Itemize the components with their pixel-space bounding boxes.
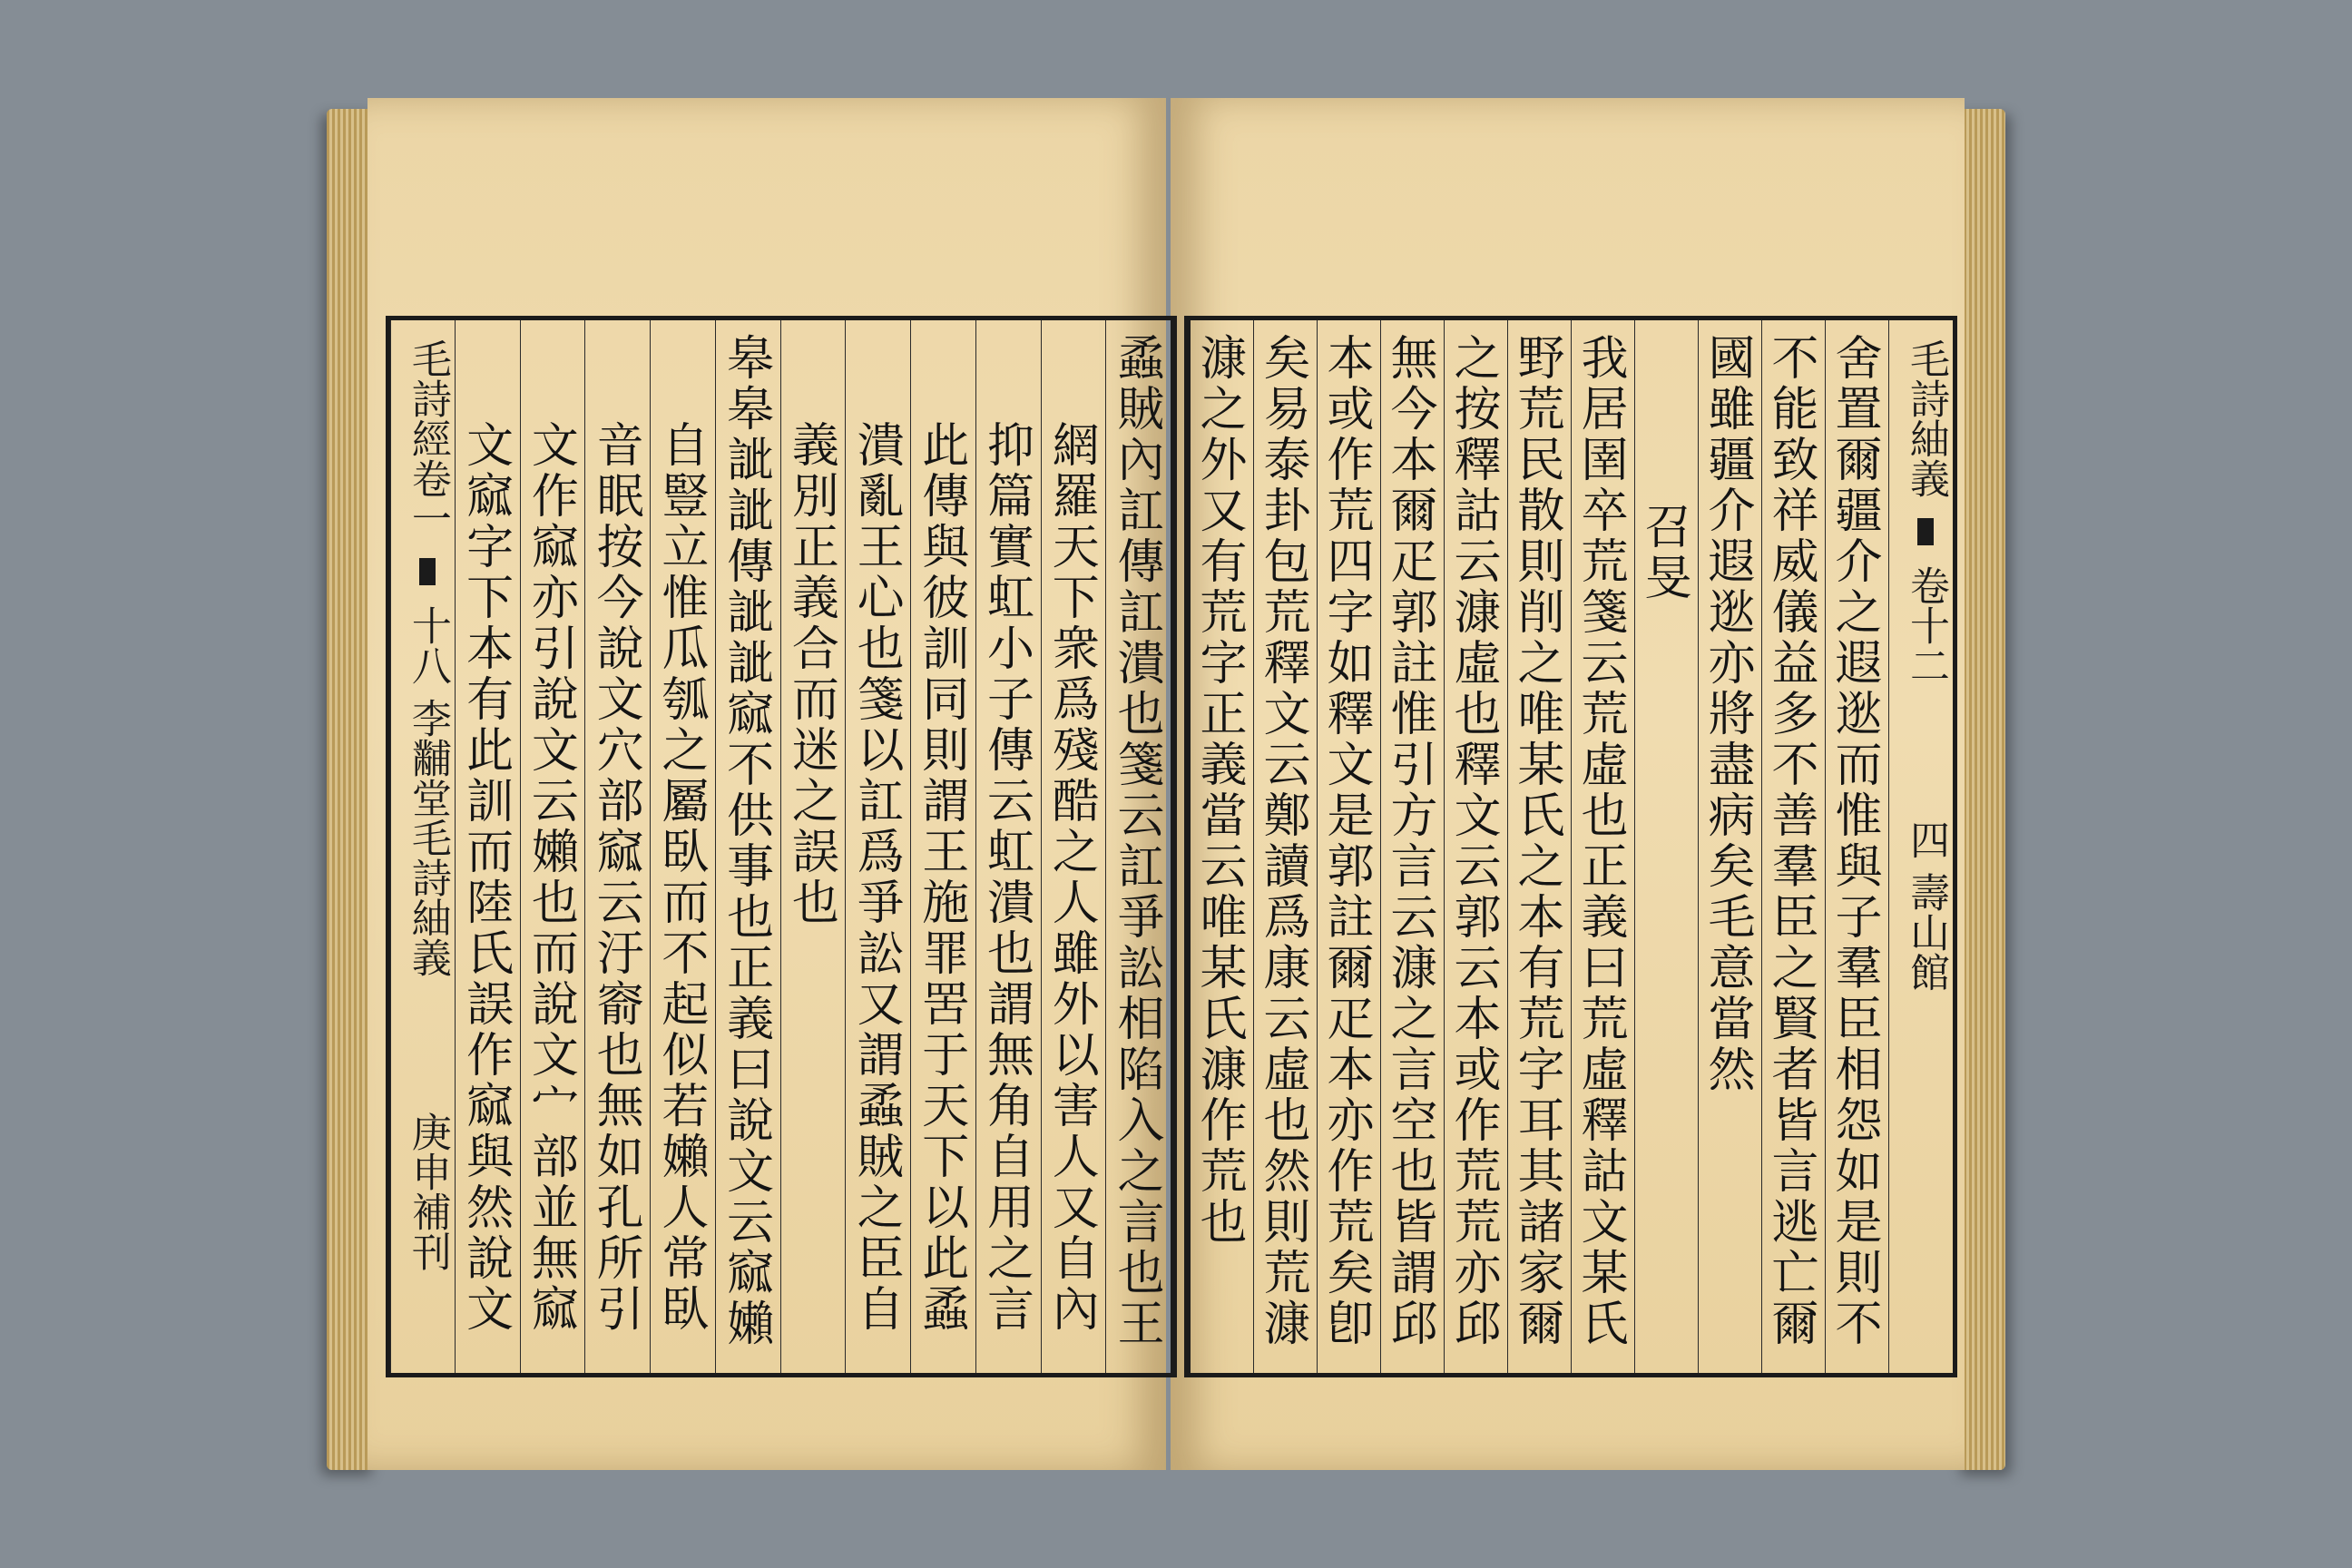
text-column: 本或作荒四字如釋文是郭註爾疋本亦作荒矣卽 [1317, 320, 1380, 1373]
text-column: 自豎立惟瓜瓠之屬臥而不起似若嬾人常臥 [650, 320, 715, 1373]
text-column: 皋皋訿訿傳訿訿窳不供事也正義曰說文云窳嬾 [715, 320, 780, 1373]
left-page-margin [390, 320, 455, 1373]
left-page [368, 98, 1166, 1470]
text-column: 野荒民散則削之唯某氏之本有荒字耳其諸家爾 [1507, 320, 1571, 1373]
text-column: 義別正義合而迷之誤也 [780, 320, 846, 1373]
text-column: 之按釋詁云漮虛也釋文云郭云本或作荒荒亦邱 [1444, 320, 1507, 1373]
margin-page-number: 四 [1903, 819, 1949, 859]
text-column: 漮之外又有荒字正義當云唯某氏漮作荒也 [1191, 333, 1246, 1248]
fish-tail-mark [1917, 518, 1934, 545]
open-book [327, 91, 2005, 1488]
text-column: 抑篇實虹小子傳云虹潰也謂無角自用之言 [975, 320, 1041, 1373]
text-column: 國雖疆介遐逖亦將盡病矣毛意當然 [1698, 320, 1761, 1373]
text-column: 舍置爾疆介之遐逖而惟與子羣臣相怨如是則不 [1825, 320, 1888, 1373]
text-column: 潰亂王心也箋以訌爲爭訟又謂蟊賊之臣自 [845, 320, 910, 1373]
right-page [1171, 98, 1965, 1470]
text-column: 文作窳亦引說文云嬾也而說文宀部並無窳 [520, 320, 585, 1373]
fish-tail-mark [419, 558, 436, 585]
margin-title: 毛詩經卷一 [404, 338, 451, 538]
text-column: 音眠按今說文穴部窳云汙窬也無如孔所引 [584, 320, 650, 1373]
text-column: 不能致祥威儀益多不善羣臣之賢者皆言逃亡爾 [1761, 320, 1825, 1373]
margin-volume: 卷十二 [1903, 565, 1949, 685]
right-text-frame [1184, 316, 1957, 1377]
text-column: 此傳與彼訓同則謂王施罪罟于天下以此蟊 [910, 320, 975, 1373]
right-page-margin [1888, 320, 1953, 1373]
text-column: 網羅天下衆爲殘酷之人雖外以害人又自內 [1041, 320, 1106, 1373]
margin-title: 毛詩紬義 [1903, 338, 1949, 498]
margin-edition: 庚申補刊 [404, 1112, 451, 1271]
text-column: 無今本爾疋郭註惟引方言云漮之言空也皆謂邱 [1380, 320, 1444, 1373]
margin-studio: 壽山館 [1903, 872, 1949, 992]
margin-author: 李黼堂毛詩紬義 [404, 698, 451, 977]
text-column: 蟊賊內訌傳訌潰也箋云訌爭訟相陷入之言也王 [1105, 320, 1171, 1373]
text-column: 矣易泰卦包荒釋文云鄭讀爲康云虛也然則荒漮 [1253, 320, 1317, 1373]
left-text-frame [386, 316, 1177, 1377]
section-heading: 召旻 [1634, 320, 1698, 1373]
text-column: 我居圉卒荒箋云荒虛也正義曰荒虛釋詁文某氏 [1571, 320, 1634, 1373]
text-column: 文窳字下本有此訓而陸氏誤作窳與然說文 [455, 320, 520, 1373]
margin-page-number: 十八 [404, 605, 451, 685]
